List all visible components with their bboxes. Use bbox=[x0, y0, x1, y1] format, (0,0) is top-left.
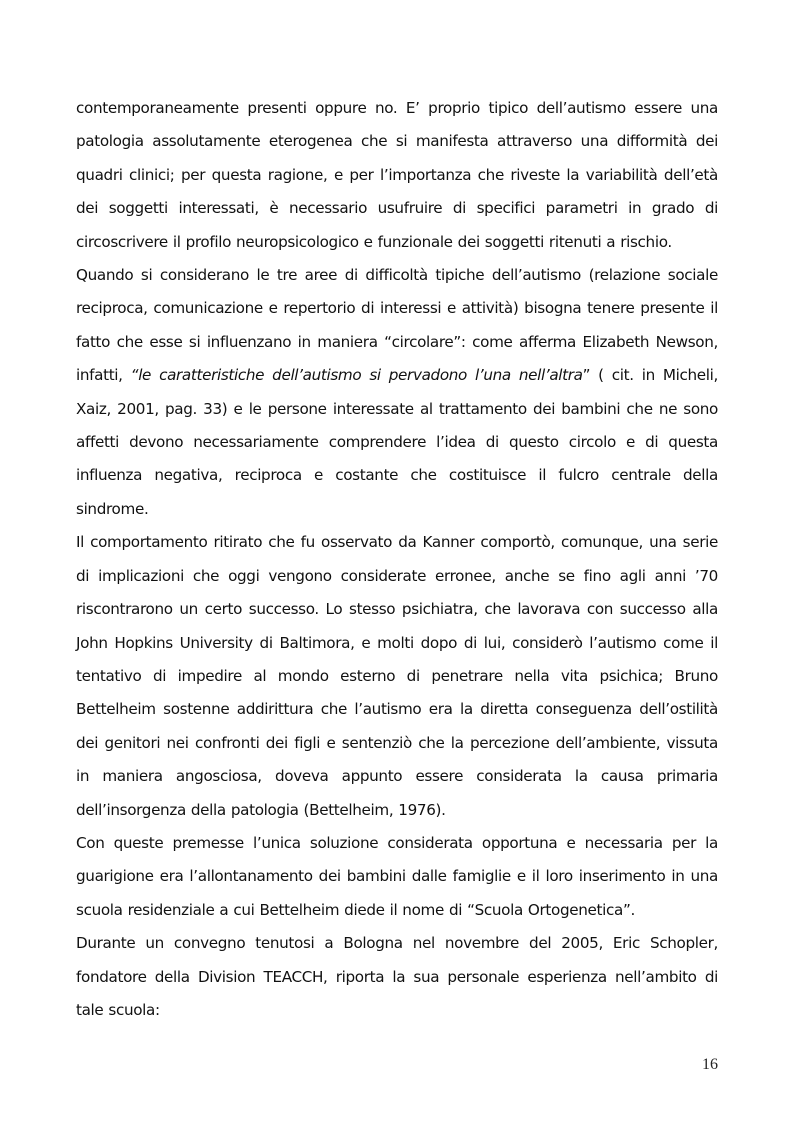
paragraph-4: Con queste premesse l’unica soluzione considerata opportuna e necessaria per la guarigione era l’allontanamento dei bambini dalle famiglie e il loro inserimento in una scuola residenziale a cui Bettelheim diede il nome di “Scuola Ortogenetica”. bbox=[76, 833, 718, 919]
paragraph-2-text-start: Quando si considerano le tre aree di difficoltà tipiche dell’autismo (relazione sociale reciproca, comunicazione e repertorio di interessi e attività) bisogna tenere presente il fatto che esse si influenzano in maniera “circolare”: come afferma Elizabeth Newson, infatti, bbox=[76, 266, 718, 385]
paragraph-1: contemporaneamente presenti oppure no. E’ proprio tipico dell’autismo essere una patologia assolutamente eterogenea che si manifesta attraverso una difformità dei quadri clinici; per questa ragione, e per l’importanza che riveste la variabilità dell’età dei soggetti interessati, è necessario usufruire di specifici parametri in grado di circoscrivere il profilo neuropsicologico e funzionale dei soggetti ritenuti a rischio. bbox=[76, 99, 718, 251]
page-number: 16 bbox=[702, 1056, 718, 1073]
newson-quote: “le caratteristiche dell’autismo si pervadono l’una nell’altra bbox=[130, 366, 583, 385]
paragraph-5: Durante un convegno tenutosi a Bologna nel novembre del 2005, Eric Schopler, fondatore della Division TEACCH, riporta la sua personale esperienza nell’ambito di tale scuola: bbox=[76, 934, 718, 1019]
paragraph-3: Il comportamento ritirato che fu osservato da Kanner comportò, comunque, una serie di implicazioni che oggi vengono considerate erronee, anche se fino agli anni ’70 riscontrarono un certo successo. Lo stesso psichiatra, che lavorava con successo alla John Hopkins University di Baltimora, e molti dopo di lui, considerò l’autismo come il tentativo di impedire al mondo esterno di penetrare nella vita psichica; Bruno Bettelheim sostenne addirittura che l’autismo era la diretta conseguenza dell’ostilità dei genitori nei confronti dei figli e sentenziò che la percezione dell’ambiente, vissuta in maniera angosciosa, doveva appunto essere considerata la causa primaria dell’insorgenza della patologia (Bettelheim, 1976). bbox=[76, 533, 718, 819]
paragraph-2 bbox=[76, 259, 718, 526]
document-page bbox=[76, 92, 718, 1027]
paragraph-2-text-end: ” ( cit. in Micheli, Xaiz, 2001, pag. 33) e le persone interessate al trattamento dei bambini che ne sono affetti devono necessariamente comprendere l’idea di questo circolo e di questa influenza negativa, reciproca e costante che costituisce il fulcro centrale della sindrome. bbox=[76, 366, 718, 518]
